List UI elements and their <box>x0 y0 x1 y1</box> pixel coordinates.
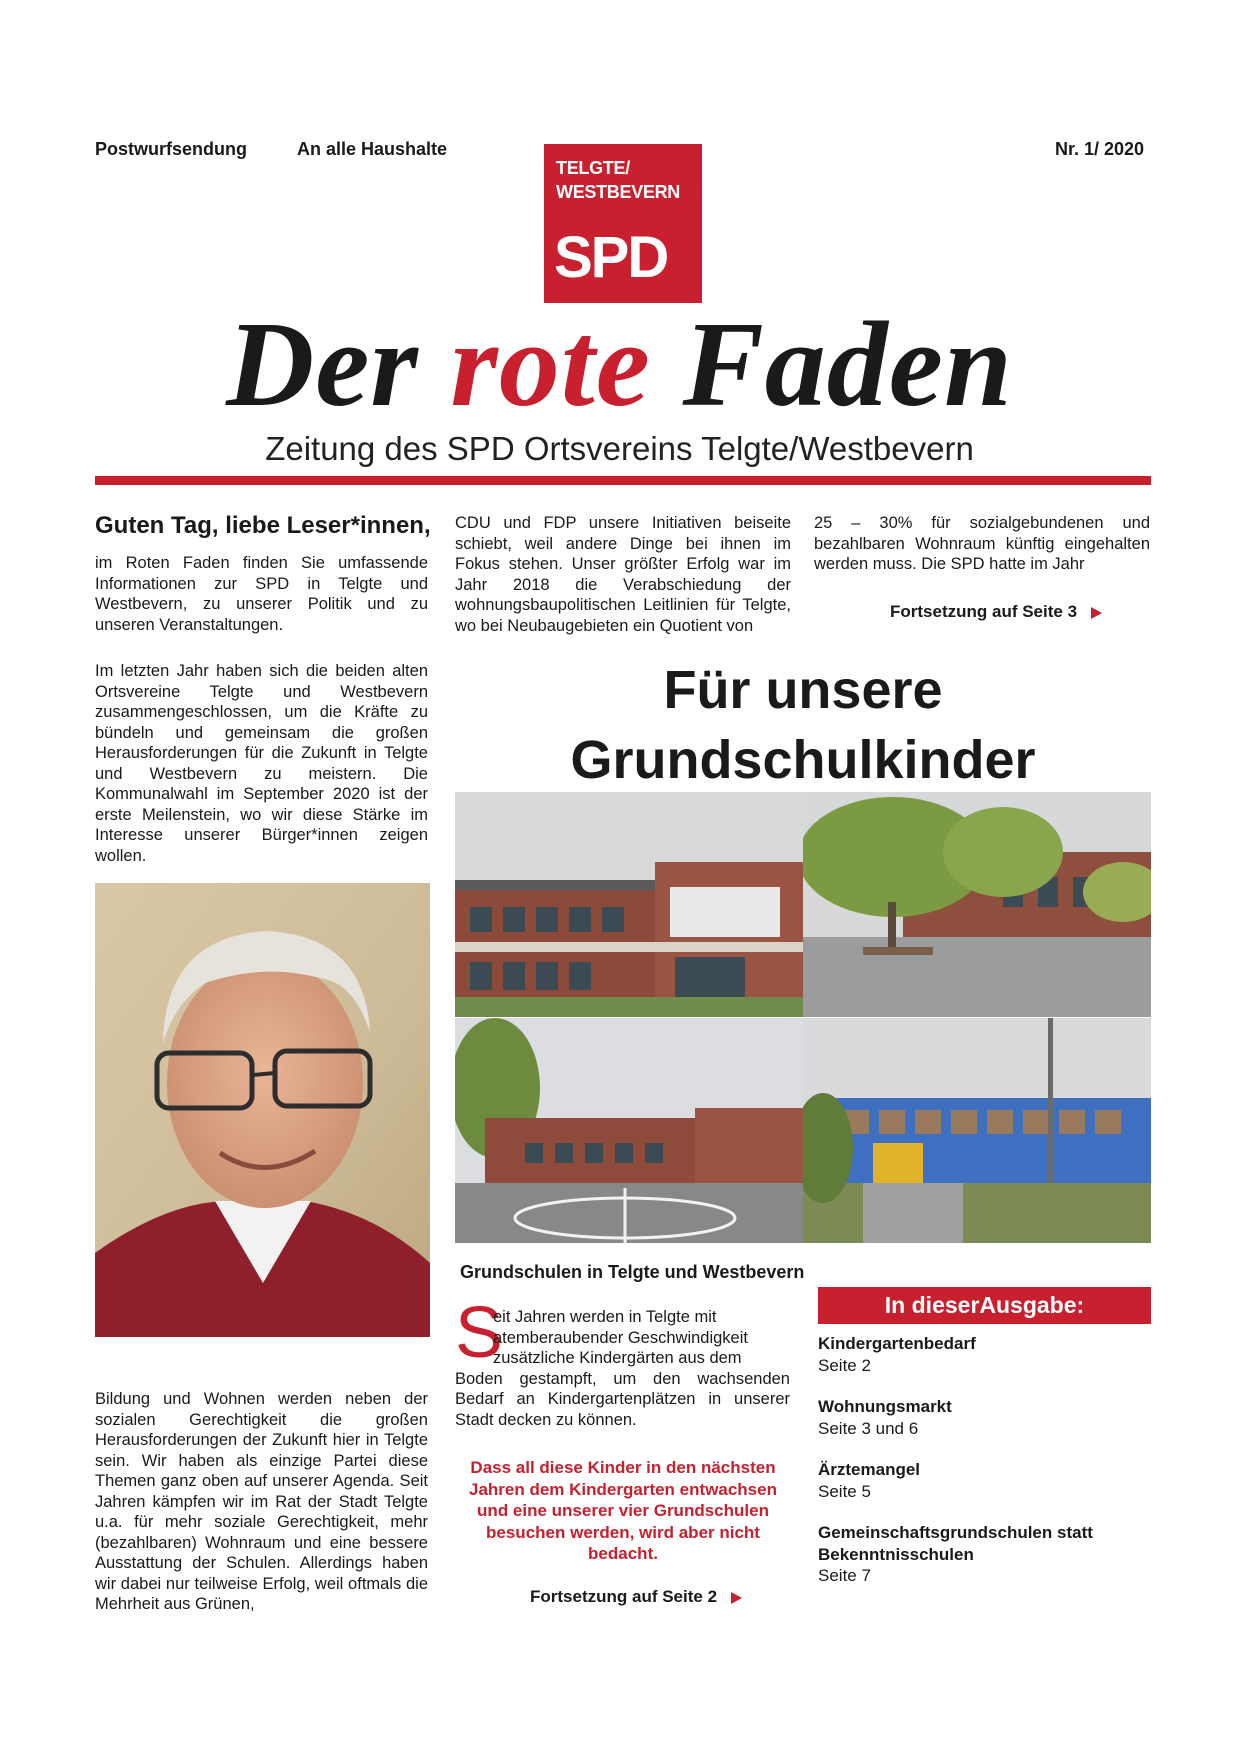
school-photo-1 <box>455 792 803 1017</box>
issue-number: Nr. 1/ 2020 <box>1055 139 1145 159</box>
spd-logo <box>544 144 702 303</box>
index-item-page: Seite 5 <box>818 1481 871 1501</box>
editorial-paragraph-1: im Roten Faden finden Sie umfassende Informationen zur SPD in Telgte und Westbevern, zu unserer Politik und zu unseren Veranstaltungen. <box>95 554 428 634</box>
author-portrait <box>95 883 430 1337</box>
index-item-title: Ärztemangel <box>818 1460 921 1479</box>
editorial-greeting: Guten Tag, liebe Leser*innen, <box>95 512 431 539</box>
index-item-title: Gemeinschaftsgrundschulen statt Bekenntnisschulen <box>818 1523 1093 1564</box>
index-item[interactable] <box>818 1396 1151 1439</box>
pull-quote: Dass all diese Kinder in den nächsten Jahren dem Kindergarten entwachsen und eine unserer vier Grundschulen besuchen werden, wird aber nicht bedacht. <box>469 1458 777 1563</box>
editorial-paragraph-4: CDU und FDP unsere Initiativen beiseite schiebt, weil andere Dinge bei ihnen im Fokus stehen. Unser größter Erfolg war im Jahr 2018 die Verabschiedung der wohnungsbaupolitischen Leitlinien für Telgte, wo bei Neubaugebieten ein Quotient von <box>455 514 791 635</box>
school-photo-4 <box>803 1018 1151 1243</box>
logo-party-name: SPD <box>554 225 668 290</box>
index-item-page: Seite 2 <box>818 1355 871 1375</box>
logo-org-line2: WESTBEVERN <box>556 182 681 202</box>
lead-line-3: zusätzliche Kindergärten aus dem <box>493 1349 742 1367</box>
lead-rest: Boden gestampft, um den wachsenden Bedarf an Kindergartenplätzen in unserer Stadt decken zu können. <box>455 1369 790 1429</box>
recipients-label: An alle Haushalte <box>297 139 448 159</box>
school-photo-3 <box>455 1018 803 1243</box>
continuation-text: Fortsetzung auf Seite 3 <box>890 602 1078 621</box>
index-item-page: Seite 7 <box>818 1566 871 1585</box>
logo-org-name <box>556 156 680 204</box>
editorial-paragraph-5: 25 – 30% für sozialgebundenen und bezahlbaren Wohnraum künftig eingehalten werden muss. Die SPD hatte im Jahr <box>814 514 1150 573</box>
lead-line-1: eit Jahren werden in Telgte mit <box>493 1308 717 1326</box>
lead-line-2: atemberaubender Geschwindigkeit <box>493 1328 748 1347</box>
feature-headline <box>455 655 1151 795</box>
index-item[interactable] <box>818 1522 1151 1587</box>
continuation-text: Fortsetzung auf Seite 2 <box>530 1587 718 1606</box>
mailing-label: Postwurfsendung <box>95 139 247 159</box>
index-item[interactable] <box>818 1333 1151 1376</box>
headline-line1: Für unsere <box>663 660 943 720</box>
drop-cap: S <box>455 1293 504 1373</box>
editorial-paragraph-3: Bildung und Wohnen werden neben der sozialen Gerechtigkeit die großen Herausforderungen der Zukunft hier in Telgte sein. Wir haben als einzige Partei diese Themen ganz oben auf unserer Agenda. Seit Jahren kämpfen wir im Rat der Stadt Telgte u.a. für mehr soziale Gerechtigkeit, mehr (bezahlbaren) Wohnraum und eine bessere Ausstattung der Schulen. Allerdings haben wir dabei nur teilweise Erfolg, weil oftmals die Mehrheit aus Grünen, <box>95 1390 428 1613</box>
school-photo-2 <box>803 792 1151 1017</box>
masthead-title <box>0 297 1239 432</box>
index-item[interactable] <box>818 1459 1151 1502</box>
continuation-link-page2[interactable] <box>530 1587 742 1607</box>
masthead-word1: Der <box>226 297 419 432</box>
logo-org-line1: TELGTE/ <box>556 158 630 178</box>
headline-line2: Grundschulkinder <box>570 730 1036 790</box>
triangle-right-icon <box>731 1592 742 1604</box>
index-item-page: Seite 3 und 6 <box>818 1418 919 1438</box>
photo-caption: Grundschulen in Telgte und Westbevern <box>460 1262 805 1282</box>
index-item-title: Kindergartenbedarf <box>818 1334 976 1353</box>
index-heading: In dieserAusgabe: <box>818 1287 1151 1324</box>
portrait-image <box>95 883 430 1337</box>
continuation-link-page3[interactable] <box>890 602 1102 622</box>
masthead-rule <box>95 476 1151 485</box>
feature-lead-paragraph <box>455 1307 790 1430</box>
masthead-word2: rote <box>450 297 651 432</box>
triangle-right-icon <box>1091 607 1102 619</box>
masthead-subtitle: Zeitung des SPD Ortsvereins Telgte/Westbevern <box>265 430 974 467</box>
index-item-title: Wohnungsmarkt <box>818 1397 952 1416</box>
editorial-paragraph-2: Im letzten Jahr haben sich die beiden alten Ortsvereine Telgte und Westbevern zusammengeschlossen, um die Kräfte zu bündeln und gemeinsam die großen Herausforderungen für die Zukunft in Telgte und Westbevern zu meistern. Die Kommunalwahl im September 2020 ist der erste Meilenstein, wo wir diese Stärke im Interesse unserer Bürger*innen zeigen wollen. <box>95 662 428 865</box>
masthead-word3: Faden <box>682 297 1013 432</box>
